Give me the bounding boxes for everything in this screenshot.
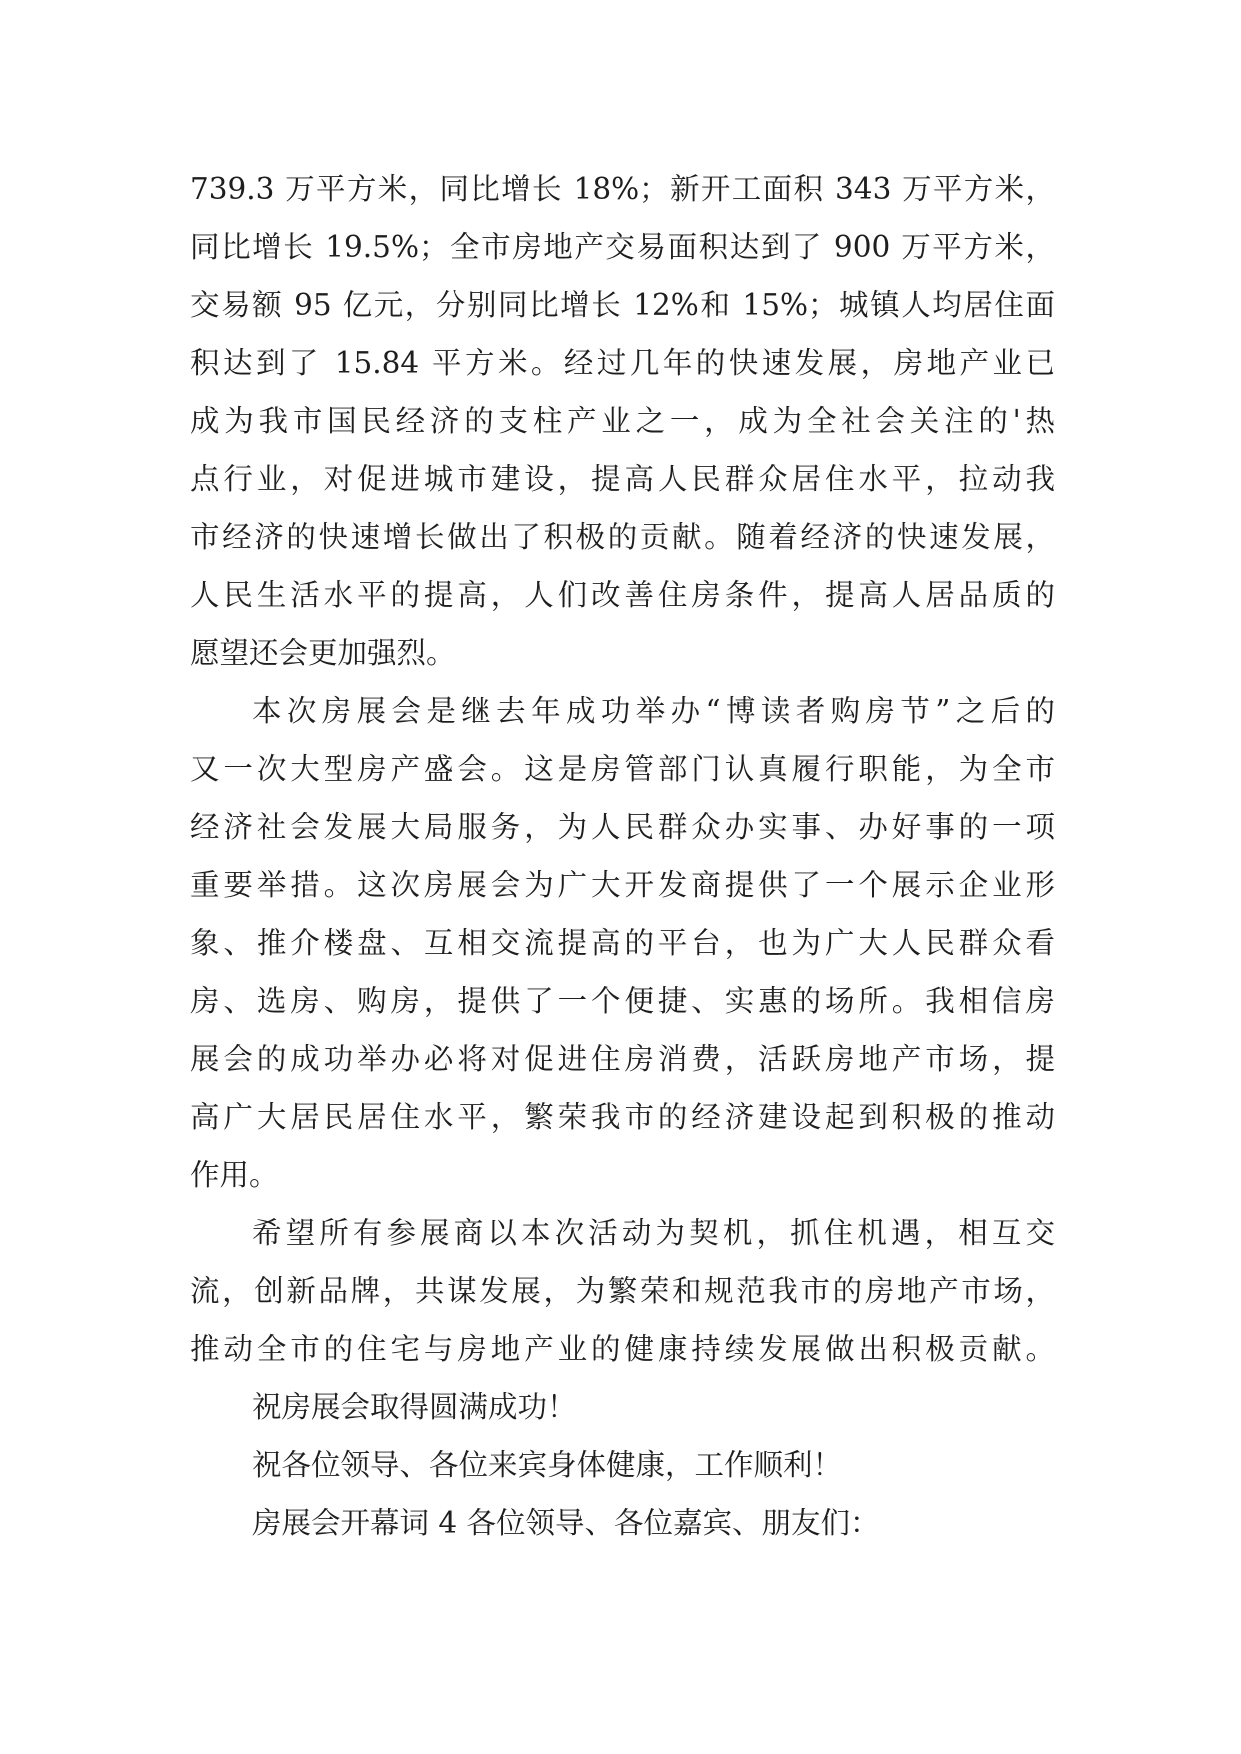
paragraph-1-line-6: 点行业，对促进城市建设，提高人民群众居住水平，拉动我	[190, 462, 1055, 496]
paragraph-1-line-2: 同比增长 19.5%；全市房地产交易面积达到了 900 万平方米，	[190, 230, 1055, 264]
paragraph-1-line-5: 成为我市国民经济的支柱产业之一，成为全社会关注的'热	[190, 404, 1055, 438]
next-speech-heading: 房展会开幕词 4 各位领导、各位嘉宾、朋友们：	[252, 1506, 880, 1540]
paragraph-2-line-4: 重要举措。这次房展会为广大开发商提供了一个展示企业形	[190, 868, 1055, 902]
paragraph-1-line-7: 市经济的快速增长做出了积极的贡献。随着经济的快速发展，	[190, 520, 1055, 554]
paragraph-2-line-2: 又一次大型房产盛会。这是房管部门认真履行职能，为全市	[190, 752, 1055, 786]
paragraph-2-line-5: 象、推介楼盘、互相交流提高的平台，也为广大人民群众看	[190, 926, 1055, 960]
closing-wish-health: 祝各位领导、各位来宾身体健康，工作顺利！	[252, 1448, 843, 1482]
paragraph-2-line-8: 高广大居民居住水平，繁荣我市的经济建设起到积极的推动	[190, 1100, 1055, 1134]
body-text	[190, 160, 1055, 1552]
paragraph-3-line-1: 希望所有参展商以本次活动为契机，抓住机遇，相互交	[252, 1216, 1055, 1250]
paragraph-1-line-3: 交易额 95 亿元，分别同比增长 12%和 15%；城镇人均居住面	[190, 288, 1055, 322]
paragraph-2-line-3: 经济社会发展大局服务，为人民群众办实事、办好事的一项	[190, 810, 1055, 844]
paragraph-1-line-4: 积达到了 15.84 平方米。经过几年的快速发展，房地产业已	[190, 346, 1055, 380]
paragraph-3-line-3: 推动全市的住宅与房地产业的健康持续发展做出积极贡献。	[190, 1332, 1055, 1366]
paragraph-1-line-1: 739.3 万平方米，同比增长 18%；新开工面积 343 万平方米，	[190, 172, 1055, 206]
paragraph-1-line-8: 人民生活水平的提高，人们改善住房条件，提高人居品质的	[190, 578, 1055, 612]
paragraph-1-line-9: 愿望还会更加强烈。	[190, 636, 456, 670]
paragraph-2-line-7: 展会的成功举办必将对促进住房消费，活跃房地产市场，提	[190, 1042, 1055, 1076]
paragraph-2-line-9: 作用。	[190, 1158, 279, 1192]
paragraph-2-line-6: 房、选房、购房，提供了一个便捷、实惠的场所。我相信房	[190, 984, 1055, 1018]
closing-wish-success: 祝房展会取得圆满成功！	[252, 1390, 577, 1424]
paragraph-2-line-1: 本次房展会是继去年成功举办“博读者购房节”之后的	[252, 694, 1055, 728]
paragraph-3-line-2: 流，创新品牌，共谋发展，为繁荣和规范我市的房地产市场，	[190, 1274, 1055, 1308]
